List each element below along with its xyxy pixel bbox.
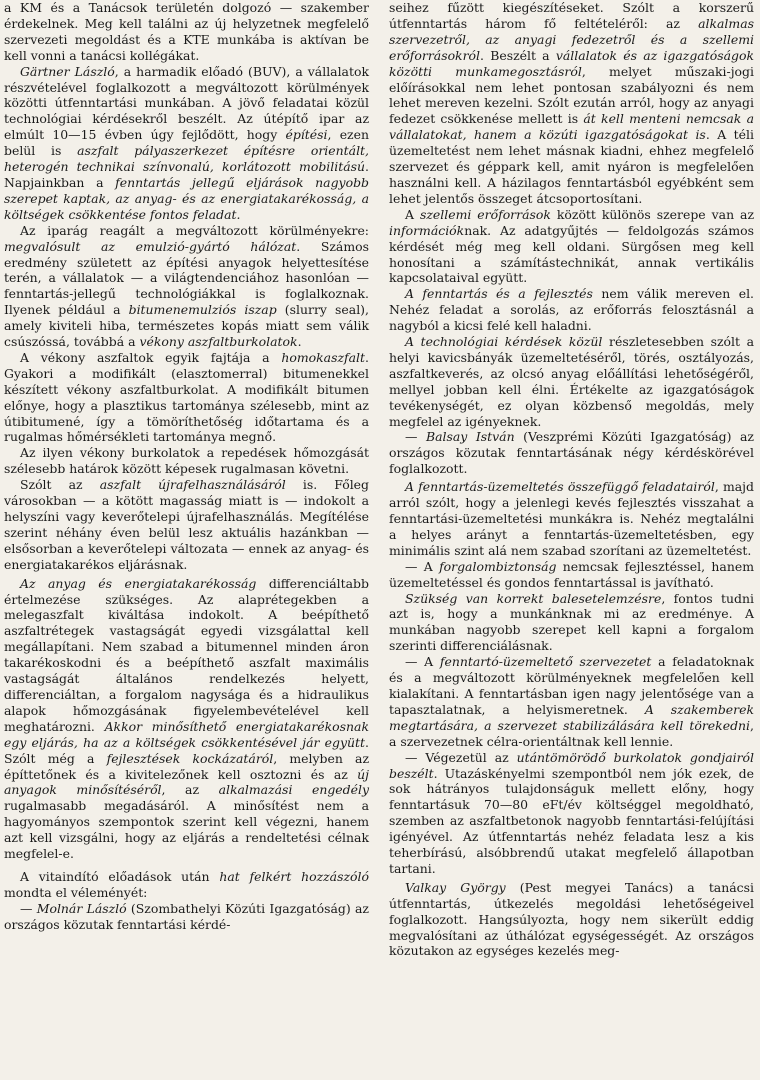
text-run: Az iparág reagált a megváltozott körülményekre: bbox=[20, 222, 369, 238]
italic-text: Akkor minősíthető energiatakarékosnak egy eljárás, ha az a költségek csökkentésével jár együtt bbox=[4, 718, 369, 750]
text-run: . Számos eredmény született az építési anyagok helyettesítése terén, a vállalatok — a világtendenciához hasonlóan — fenntartás-jellegű technológiákkal is foglalkoznak. Ilyenek például a bbox=[4, 238, 370, 318]
text-run: . Gyakori a modifikált (elasztomerral) bitumenekkel készített vékony aszfaltburkolat. A modifikált bitumen előnye, hogy a plasztikus tartománya szélesebb, mint az útibitumené, így a tömöríthetőség időtartama és a rugalmas hőmérsékleti tartománya megnő. bbox=[4, 349, 369, 445]
text-run: . Beszélt a bbox=[480, 47, 556, 63]
italic-text: információk bbox=[389, 222, 465, 238]
text-run: (Veszprémi Közúti Igazgatóság) az országos közutak fenntartásának négy kérdéskörével foglalkozott. bbox=[389, 429, 754, 477]
left-column bbox=[4, 0, 369, 1080]
italic-text: utántömörödő burkolatok gondjairól beszélt bbox=[389, 749, 755, 781]
paragraph bbox=[4, 445, 369, 477]
text-run: között különös szerepe van az bbox=[550, 206, 755, 222]
italic-text: Gärtner László bbox=[20, 63, 115, 79]
italic-text: építési bbox=[285, 127, 328, 143]
italic-text: A fenntartás és a fejlesztés bbox=[405, 286, 593, 302]
text-run: , majd arról szólt, hogy a jelenlegi kevés fejlesztés visszahat a fenntartási-üzemeltetési munkákra is. Nehéz megtalálni a helyes arányt a fenntartás-üzemeltetésben, egy minimális szint alá nem szabad szorítani az üzemeltetést. bbox=[389, 479, 754, 558]
text-run: (slurry seal), amely kiviteli hiba, természetes kopás miatt sem válik csúszóssá, továbbá a bbox=[4, 302, 369, 350]
paragraph bbox=[4, 576, 369, 862]
text-run: a KM és a Tanácsok területén dolgozó — szakember érdekelnek. Meg kell találni az új helyzetnek megfelelő szervezeti megoldást és a KTE munkába is aktívan be kell vonni a tanácsi kollégákat. bbox=[4, 0, 369, 63]
italic-text: bitumenemulziós iszap bbox=[128, 302, 277, 318]
text-run: . Napjainkban a bbox=[4, 159, 369, 190]
paragraph bbox=[389, 0, 754, 207]
italic-text: A fenntartás-üzemeltetés összefüggő feladatairól bbox=[405, 479, 715, 495]
italic-text: A technológiai kérdések közül bbox=[405, 334, 603, 350]
italic-text: Balsay István bbox=[425, 429, 515, 445]
paragraph bbox=[4, 869, 369, 901]
text-run: differenciáltabb értelmezése szükséges. Az alaprétegekben a melegaszfalt kiváltása indokolt. A beépíthető aszfaltrétegek vastagságát egyedi vizsgálattal kell megállapítani. Nem szabad a bitumennel minden áron takarékoskodni és a beépíthető aszfalt maximális vastagságát általános rendelkezés helyett, differenciáltan, a forgalom nagysága és a hidraulikus alapok hőmozgásának figyelembevételével kell meghatározni. bbox=[4, 575, 369, 734]
text-run: — Végezetül az bbox=[405, 749, 517, 765]
italic-text: megvalósult az emulzió-gyártó hálózat bbox=[4, 238, 297, 254]
paragraph bbox=[4, 901, 369, 933]
italic-text: új anyagok minősítéséről bbox=[4, 766, 369, 798]
text-run: seihez fűzött kiegészítéseket. Szólt a korszerű útfenntartás három fő feltételéről: az bbox=[389, 0, 754, 31]
text-run: nem válik mereven el. Nehéz feladat a sorolás, az erőforrás felosztásnál a nagyból a kicsi felé kell haladni. bbox=[389, 286, 754, 334]
paragraph bbox=[389, 207, 754, 287]
italic-text: aszfalt pályaszerkezet építésre orientált, heterogén technikai színvonalú, korlátozott mobilitású bbox=[4, 143, 369, 175]
text-run: , melyben az építtetőnek és a kivitelezőnek kell osztozni és az bbox=[4, 750, 369, 782]
paragraph bbox=[4, 350, 369, 445]
text-run: A bbox=[405, 206, 420, 222]
text-run: , melyet műszaki-jogi előírásokkal nem lehet pontosan szabályozni és nem lehet mereven kezelni. Szólt ezután arról, hogy az anyagi fedezet csökkenése mellett is bbox=[389, 63, 754, 127]
text-run: rugalmasabb megadásáról. A minősítést nem a hagyományos szempontok szerint kell végezni, hanem azt kell vizsgálni, hogy az eljárás a rendeltetési célnak megfelel-e. bbox=[4, 798, 369, 862]
italic-text: vállalatok és az igazgatóságok közötti munkamegosztásról bbox=[389, 47, 754, 79]
italic-text: alkalmazási engedély bbox=[218, 782, 369, 798]
text-run: . Szólt még a bbox=[4, 734, 369, 766]
text-run: , fontos tudni azt is, hogy a munkánknak mi az eredménye. A munkában nagyobb szerepet kell kapni a forgalom szerinti differenciálásnak. bbox=[389, 590, 754, 654]
paragraph bbox=[389, 334, 754, 429]
paragraph bbox=[389, 654, 754, 749]
italic-text: szellemi erőforrások bbox=[419, 206, 551, 222]
text-run: nak. Az adatgyűjtés — feldolgozás számos kérdését még meg kell oldani. Sürgősen meg kell honosítani a számítástechnikát, annak vertikális kapcsolataival együtt. bbox=[389, 222, 754, 286]
paragraph bbox=[4, 223, 369, 350]
italic-text: aszfalt újrafelhasználásáról bbox=[99, 477, 286, 493]
paragraph bbox=[389, 479, 754, 559]
italic-text: alkalmas szervezetről, az anyagi fedezetről és a szellemi erőforrásokról bbox=[389, 15, 754, 63]
italic-text: fenntartás jellegű eljárások nagyobb szerepet kaptak, az anyag- és az energiatakarékosság, a költségek csökkentése fontos feladat. bbox=[4, 174, 369, 222]
text-run: részletesebben szólt a helyi kavicsbányák üzemeltetéséről, törés, osztályozás, aszfaltkeverés, az olcsó anyag előállítási lehetőségéről, mellyel jobban kell élni. Értékelte az igazgatóságok tevékenységét, ez olyan közbenső megoldás, mely megfelel az igényeknek. bbox=[389, 334, 755, 429]
italic-text: fejlesztések kockázatáról bbox=[106, 750, 274, 766]
italic-text: A szakemberek megtartására, a szervezet stabilizálására kell törekedni bbox=[389, 701, 754, 733]
paragraph bbox=[389, 750, 754, 877]
italic-text: vékony aszfaltburkolatok bbox=[139, 334, 298, 350]
text-run: Az ilyen vékony burkolatok a repedések hőmozgását szélesebb határok között képesek rugalmasan követni. bbox=[4, 445, 369, 477]
text-run: nemcsak fejlesztéssel, hanem üzemeltetéssel és gondos fenntartással is javítható. bbox=[389, 558, 754, 590]
text-run: , ezen belül is bbox=[4, 127, 369, 159]
paragraph bbox=[389, 286, 754, 334]
text-run: . Utazáskényelmi szempontból nem jók ezek, de sok hátrányos tulajdonságuk mellett előny, hogy fenntartásuk 70—80 eFt/év költséggel megoldható, szemben az aszfaltbetonok nagyobb fenntartási-felújítási igényével. Az útfenntartás nehéz feladata lesz a kis teherbírású, alsóbbrendű utakat megfelelő állapotban tartani. bbox=[389, 765, 754, 876]
right-column bbox=[389, 0, 754, 1080]
text-run: — bbox=[405, 429, 426, 445]
text-run: — A bbox=[405, 654, 440, 670]
italic-text: Szükség van korrekt balesetelemzésre bbox=[405, 590, 662, 606]
paragraph bbox=[4, 477, 369, 572]
italic-text: forgalombiztonság bbox=[439, 558, 557, 574]
text-run: — A bbox=[405, 558, 440, 574]
text-run: A vitaindító előadások után bbox=[20, 868, 220, 884]
paragraph bbox=[389, 559, 754, 591]
text-run: Szólt az bbox=[20, 477, 100, 493]
italic-text: hat felkért hozzászóló bbox=[219, 868, 369, 884]
text-run: , a harmadik előadó (BUV), a vállalatok részvételével foglalkozott a megváltozott körülmények közötti útfenntartási munkában. A jövő feladatai közül technológiai kérdésekről beszélt. Az útépítő ipar az elmúlt 10—15 évben úgy fejlődött, hogy bbox=[4, 63, 369, 143]
paragraph bbox=[389, 429, 754, 477]
text-run: A vékony aszfaltok egyik fajtája a bbox=[20, 349, 282, 365]
text-run: — bbox=[20, 900, 37, 916]
text-run: , az bbox=[161, 782, 219, 798]
paragraph bbox=[389, 880, 754, 960]
italic-text: Valkay György bbox=[405, 879, 506, 895]
italic-text: Az anyag és energiatakarékosság bbox=[20, 575, 257, 591]
text-run: mondta el véleményét: bbox=[4, 884, 148, 900]
italic-text: át kell menteni nemcsak a vállalatokat, hanem a közúti igazgatóságokat is bbox=[389, 111, 754, 143]
text-run: , a szervezetnek célra-orientáltnak kell lennie. bbox=[389, 717, 754, 749]
italic-text: homokaszfalt bbox=[281, 349, 366, 365]
text-run: . A téli üzemeltetést nem lehet másnak kiadni, ehhez megfelelő szervezet és géppark kell, amit nyáron is megfelelően használni kell. A házilagos fenntartásból egyébként sem lehet jelentős összeget átcsoportosítani. bbox=[389, 127, 754, 206]
paragraph bbox=[4, 0, 369, 64]
paragraph bbox=[4, 64, 369, 223]
text-run: . bbox=[297, 334, 302, 350]
text-run: (Szombathelyi Közúti Igazgatóság) az országos közutak fenntartási kérdé- bbox=[4, 900, 369, 932]
paragraph bbox=[389, 591, 754, 655]
italic-text: fenntartó-üzemeltető szervezetet bbox=[439, 654, 652, 670]
text-run: a feladatoknak és a megváltozott körülményeknek megfelelően kell kialakítani. A fenntartásban igen nagy jelentősége van a tapasztalatnak, a helyismeretnek. bbox=[389, 654, 754, 717]
text-run: (Pest megyei Tanács) a tanácsi útfenntartás, útkezelés megoldási lehetőségeivel foglalkozott. Hangsúlyozta, hogy nem sikerült eddig megvalósítani az úthálózat egységességét. Az országos közutakon az egységes kezelés meg- bbox=[389, 879, 754, 959]
text-run: is. Főleg városokban — a kötött magasság miatt is — indokolt a helyszíni vagy keverőtelepi újrafelhasználás. Megítélése szerint néhány éven belül lesz aktuális hazánkban — elsősorban a keverőtelepi változata — ennek az anyag- és energiatakarékos eljárásnak. bbox=[4, 477, 369, 572]
italic-text: Molnár László bbox=[36, 900, 127, 916]
